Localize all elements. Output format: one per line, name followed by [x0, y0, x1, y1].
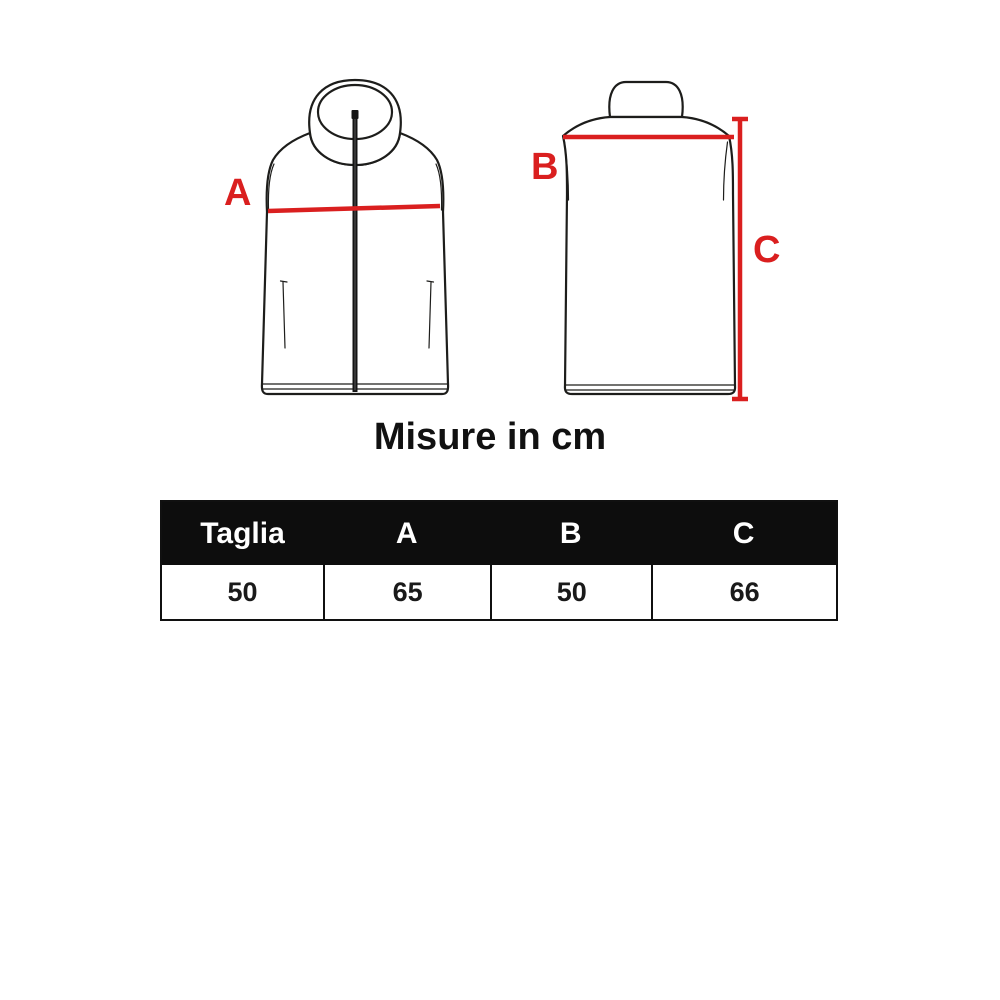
size-table-header-row: [162, 502, 836, 565]
size-table: [160, 500, 838, 621]
size-table-data-row: [162, 565, 836, 619]
measure-label-b: B: [531, 146, 559, 188]
page-title: Misure in cm: [373, 416, 607, 458]
size-table-cell-a: 65: [323, 565, 490, 619]
zipper-pull: [352, 110, 359, 119]
size-table-header-taglia: Taglia: [200, 516, 285, 550]
vest-back-collar: [609, 82, 682, 117]
size-table-header-b: B: [559, 516, 582, 550]
vest-back-illustration: [550, 72, 760, 412]
size-table-header-a: A: [395, 516, 418, 550]
measure-label-c: C: [753, 229, 781, 271]
size-table-cell-b: 50: [490, 565, 651, 619]
size-table-header-c: C: [732, 516, 755, 550]
measure-label-a: A: [224, 172, 252, 214]
size-table-cell-c: 66: [651, 565, 836, 619]
size-table-cell-taglia: 50: [227, 576, 258, 607]
vest-back-body: [563, 117, 735, 394]
vest-front-illustration: [252, 72, 462, 412]
